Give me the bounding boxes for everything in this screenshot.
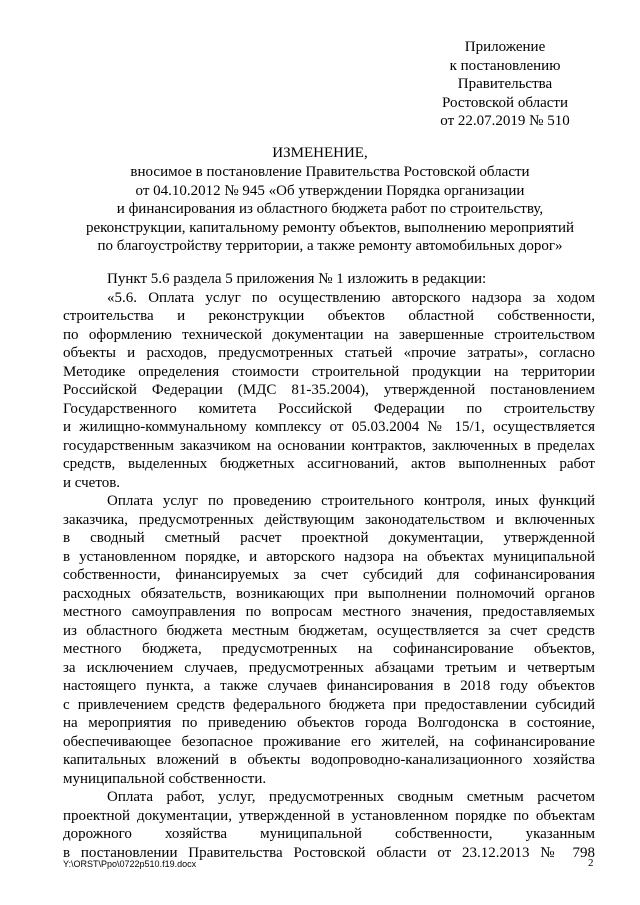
- document-title: ИЗМЕНЕНИЕ,: [272, 145, 368, 161]
- body-line: в сводный сметный расчет проектной документации, утвержденной: [63, 530, 595, 546]
- body-line: расходных обязательств, возникающих при выполнении полномочий органов: [63, 585, 595, 602]
- subtitle-line: реконструкции, капитальному ремонту объектов, выполнению мероприятий: [85, 219, 575, 236]
- header-line: Правительства: [457, 76, 553, 92]
- document-subtitle: [60, 163, 600, 256]
- body-line: Оплата работ, услуг, предусмотренных сводным сметным расчетом: [107, 789, 595, 805]
- body-line: Методике определения стоимости строительной продукции на территории: [63, 363, 595, 380]
- appendix-header: [400, 38, 610, 131]
- body-line: за исключением случаев, предусмотренных абзацами третьим и четвертым: [63, 659, 595, 676]
- body-line: и жилищно-коммунальному комплексу от 05.03.2004 № 15/1, осуществляется: [63, 419, 595, 435]
- body-line: местного самоуправления по вопросам местного значения, предоставляемых: [63, 604, 595, 620]
- body-line: проектной документации, утвержденной в установленном порядке по объектам: [63, 807, 595, 824]
- body-line: по оформлению технической документации на завершенные строительством: [63, 326, 595, 343]
- body-line: дорожного хозяйства муниципальной собственности, указанным: [63, 826, 595, 842]
- header-line: Приложение: [464, 39, 546, 55]
- body-line: в постановлении Правительства Ростовской области от 23.12.2013 № 798: [63, 844, 595, 861]
- body-line: и счетов.: [63, 474, 121, 491]
- body-line: в установленном порядке, и авторского надзора на объектах муниципальной: [63, 548, 595, 565]
- body-line: заказчика, предусмотренных действующим законодательством и включенных: [63, 511, 595, 528]
- paragraph-intro: Пункт 5.6 раздела 5 приложения № 1 изложить в редакции:: [107, 271, 487, 287]
- body-line: на мероприятия по приведению объектов города Волгодонска в состояние,: [63, 715, 595, 731]
- body-line: местного бюджета, предусмотренных на софинансирование объектов,: [63, 641, 595, 657]
- body-line: «5.6. Оплата услуг по осуществлению авторского надзора за ходом: [107, 289, 595, 306]
- body-line: Российской Федерации (МДС 81-35.2004), утвержденной постановлением: [63, 382, 595, 398]
- body-line: муниципальной собственности.: [63, 770, 267, 787]
- header-line: к постановлению: [449, 57, 561, 74]
- page-number: 2: [588, 857, 594, 869]
- body-line: государственным заказчиком на основании контрактов, заключенных в пределах: [63, 437, 595, 454]
- body-line: средств, выделенных бюджетных ассигнований, актов выполненных работ: [63, 456, 595, 472]
- body-line: капитальных вложений в объекты водопроводно-канализационного хозяйства: [63, 752, 595, 768]
- body-line: обеспечивающее безопасное проживание его жителей, на софинансирование: [63, 733, 595, 750]
- header-line: от 22.07.2019 № 510: [440, 113, 570, 129]
- header-line: Ростовской области: [442, 94, 568, 111]
- body-line: Оплата услуг по проведению строительного контроля, иных функций: [107, 493, 595, 509]
- file-path: Y:\ORST\Ppo\0722p510.f19.docx: [63, 859, 197, 869]
- subtitle-line: вносимое в постановление Правительства Ростовской области: [130, 164, 530, 180]
- body-line: настоящего пункта, а также случаев финансирования в 2018 году объектов: [63, 678, 595, 694]
- body-line: Государственного комитета Российской Федерации по строительству: [63, 400, 595, 417]
- body-line: строительства и реконструкции объектов областной собственности,: [63, 308, 595, 324]
- body-line: собственности, финансируемых за счет субсидий для софинансирования: [63, 567, 595, 583]
- document-body: [63, 270, 595, 862]
- subtitle-line: и финансирования из областного бюджета работ по строительству,: [116, 201, 544, 217]
- body-line: с привлечением средств федерального бюджета при предоставлении субсидий: [63, 696, 595, 713]
- body-line: из областного бюджета местным бюджетам, осуществляется за счет средств: [63, 622, 595, 639]
- subtitle-line: по благоустройству территории, а также ремонту автомобильных дорог»: [97, 238, 563, 254]
- subtitle-line: от 04.10.2012 № 945 «Об утверждении Порядка организации: [135, 182, 525, 199]
- body-line: объекты и расходов, предусмотренных статьей «прочие затраты», согласно: [63, 345, 595, 361]
